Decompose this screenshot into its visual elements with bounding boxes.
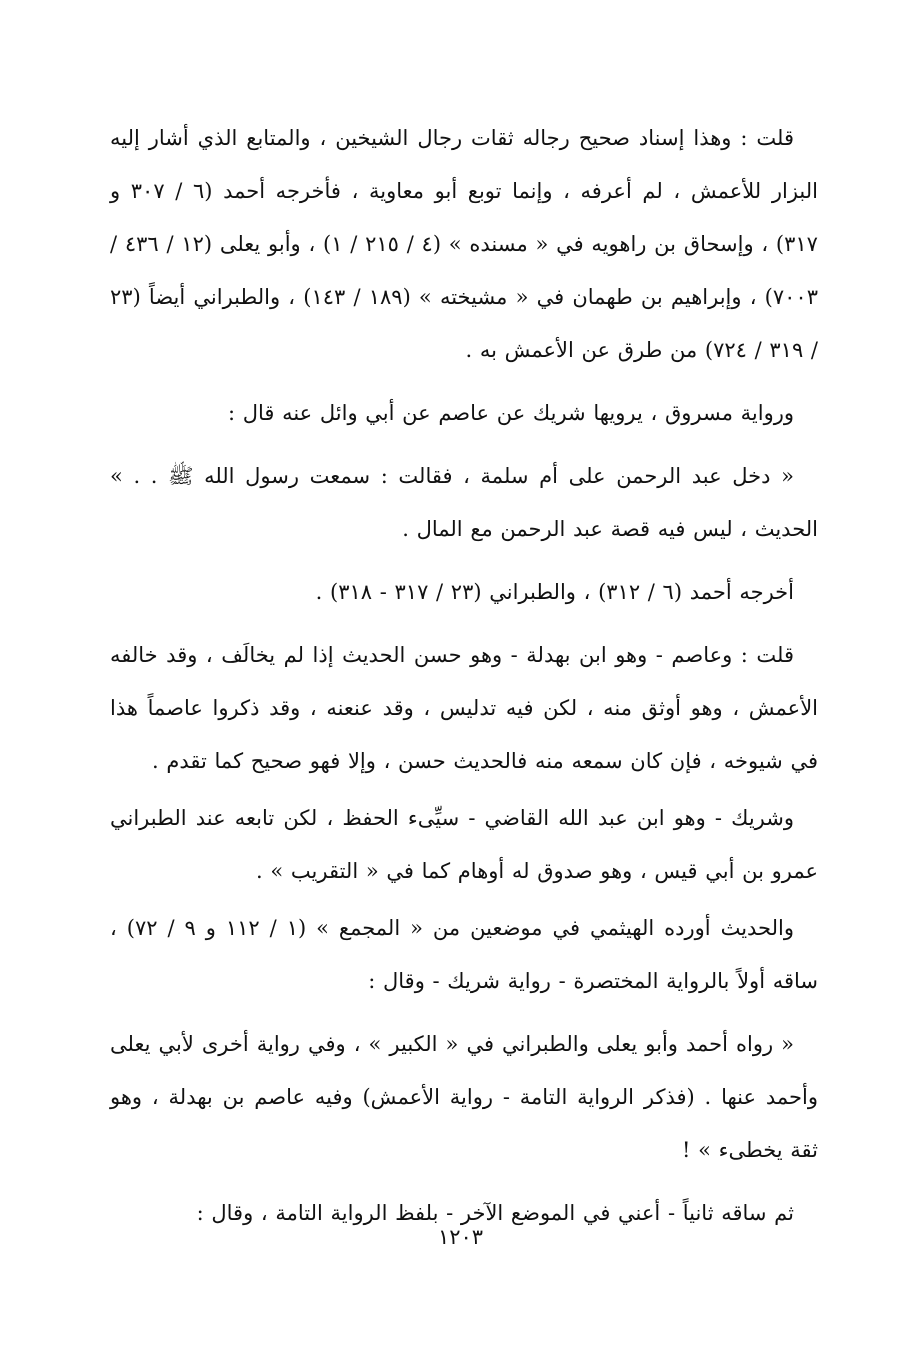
paragraph-8: « رواه أحمد وأبو يعلى والطبراني في « الكبير » ، وفي رواية أخرى لأبي يعلى وأحمد عنها . (فذكر الرواية التامة - رواية الأعمش) وفيه عاصم بن بهدلة ، وهو ثقة يخطىء » ! xyxy=(110,1032,818,1162)
page-body xyxy=(110,112,818,1240)
paragraph-6: وشريك - وهو ابن عبد الله القاضي - سيِّىء الحفظ ، لكن تابعه عند الطبراني عمرو بن أبي قيس ، وهو صدوق له أوهام كما في « التقريب » . xyxy=(110,806,818,883)
paragraph-2: ورواية مسروق ، يرويها شريك عن عاصم عن أبي وائل عنه قال : xyxy=(227,401,794,425)
paragraph-5: قلت : وعاصم - وهو ابن بهدلة - وهو حسن الحديث إذا لم يخالَف ، وقد خالفه الأعمش ، وهو أوثق منه ، لكن فيه تدليس ، وقد عنعنه ، وقد ذكروا عاصماً هذا في شيوخه ، فإن كان سمعه منه فالحديث حسن ، وإلا فهو صحيح كما تقدم . xyxy=(110,643,818,773)
paragraph-3: « دخل عبد الرحمن على أم سلمة ، فقالت : سمعت رسول الله ﷺ . . » الحديث ، ليس فيه قصة عبد الرحمن مع المال . xyxy=(110,464,818,541)
paragraph-1: قلت : وهذا إسناد صحيح رجاله ثقات رجال الشيخين ، والمتابع الذي أشار إليه البزار للأعمش ، لم أعرفه ، وإنما توبع أبو معاوية ، فأخرجه أحمد (٦ / ٣٠٧ و ٣١٧) ، وإسحاق بن راهويه في « مسنده » (٤ / ٢١٥ / ١) ، وأبو يعلى (١٢ / ٤٣٦ / ٧٠٠٣) ، وإبراهيم بن طهمان في « مشيخته » (١٨٩ / ١٤٣) ، والطبراني أيضاً (٢٣ / ٣١٩ / ٧٢٤) من طرق عن الأعمش به . xyxy=(110,126,818,362)
paragraph-4: أخرجه أحمد (٦ / ٣١٢) ، والطبراني (٢٣ / ٣١٧ - ٣١٨) . xyxy=(315,580,794,604)
paragraph-9: ثم ساقه ثانياً - أعني في الموضع الآخر - بلفظ الرواية التامة ، وقال : xyxy=(196,1201,794,1225)
page-number: ١٢٠٣ xyxy=(437,1225,484,1249)
paragraph-7: والحديث أورده الهيثمي في موضعين من « المجمع » (١ / ١١٢ و ٩ / ٧٢) ، ساقه أولاً بالرواية المختصرة - رواية شريك - وقال : xyxy=(110,916,818,993)
